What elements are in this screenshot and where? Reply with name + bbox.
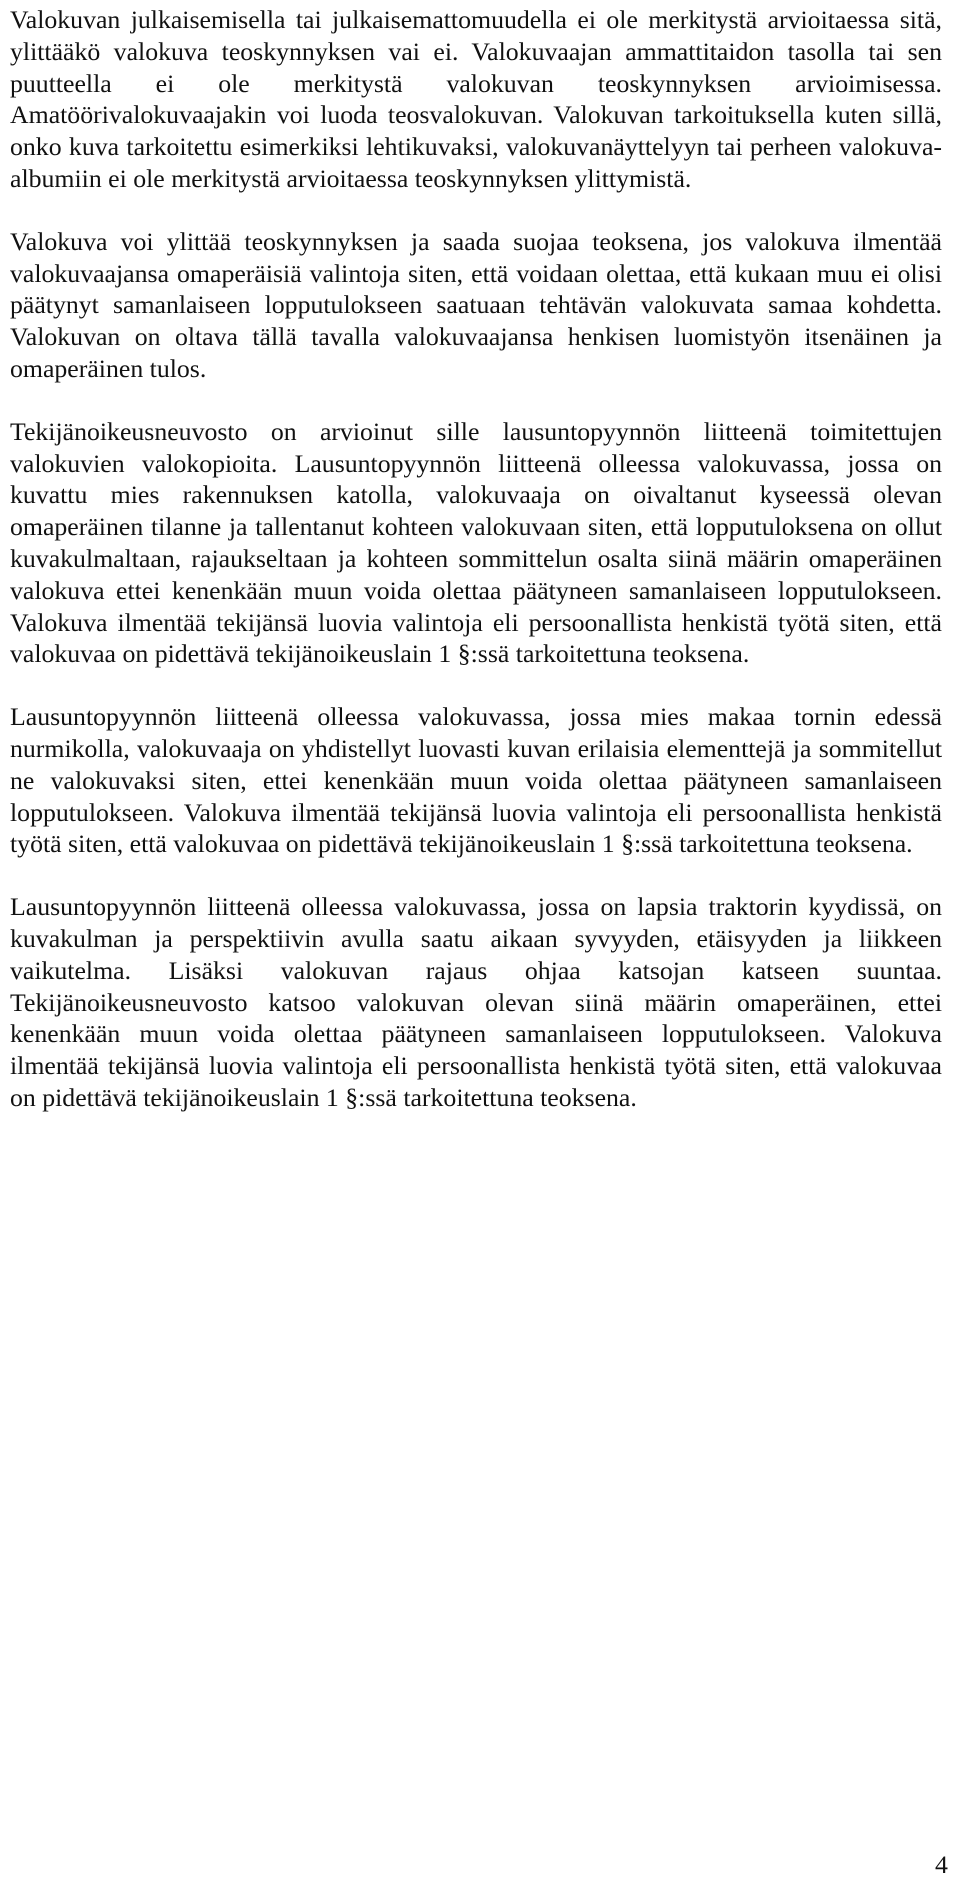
paragraph-3: Tekijänoikeusneuvosto on arvioinut sille lausuntopyynnön liitteenä toimitettujen valokuvien valokopioita. Lausuntopyynnön liitteenä olleessa valokuvassa, jossa on kuvattu mies rakennuksen katolla, valokuvaaja on oivaltanut kyseessä olevan omaperäinen tilanne ja tallentanut kohteen valokuvaan siten, että lopputuloksena on ollut kuvakulmaltaan, rajaukseltaan ja kohteen sommittelun osalta siinä määrin omaperäinen valokuva ettei kenenkään muun voida olettaa päätyneen samanlaiseen lopputulokseen. Valokuva ilmentää tekijänsä luovia valintoja eli persoonallista henkistä työtä siten, että valokuvaa on pidettävä tekijänoikeuslain 1 §:ssä tarkoitettuna teoksena. [10, 416, 942, 669]
document-body [10, 4, 942, 1145]
paragraph-5: Lausuntopyynnön liitteenä olleessa valokuvassa, jossa on lapsia traktorin kyydissä, on kuvakulman ja perspektiivin avulla saatu aikaan syvyyden, etäisyyden ja liikkeen vaikutelma. Lisäksi valokuvan rajaus ohjaa katsojan katseen suuntaa. Tekijänoikeusneuvosto katsoo valokuvan olevan siinä määrin omaperäinen, ettei kenenkään muun voida olettaa päätyneen samanlaiseen lopputulokseen. Valokuva ilmentää tekijänsä luovia valintoja eli persoonallista henkistä työtä siten, että valokuvaa on pidettävä tekijänoikeuslain 1 §:ssä tarkoitettuna teoksena. [10, 892, 942, 1112]
paragraph-4: Lausuntopyynnön liitteenä olleessa valokuvassa, jossa mies makaa tornin edessä nurmikolla, valokuvaaja on yhdistellyt luovasti kuvan erilaisia elementtejä ja sommitellut ne valokuvaksi siten, ettei kenenkään muun voida olettaa päätyneen samanlaiseen lopputulokseen. Valokuva ilmentää tekijänsä luovia valintoja eli persoonallista henkistä työtä siten, että valokuvaa on pidettävä tekijänoikeuslain 1 §:ssä tarkoitettuna teoksena. [10, 702, 942, 859]
paragraph-2: Valokuva voi ylittää teoskynnyksen ja saada suojaa teoksena, jos valokuva ilmentää valokuvaajansa omaperäisiä valintoja siten, että voidaan olettaa, että kukaan muu ei olisi päätynyt samanlaiseen lopputulokseen saatuaan tehtävän valokuvata samaa kohdetta. Valokuvan on oltava tällä tavalla valokuvaajansa henkisen luomistyön itsenäinen ja omaperäinen tulos. [10, 226, 942, 383]
paragraph-1: Valokuvan julkaisemisella tai julkaisemattomuudella ei ole merkitystä arvioitaessa sitä, ylittääkö valokuva teoskynnyksen vai ei. Valokuvaajan ammattitaidon tasolla tai sen puutteella ei ole merkitystä valokuvan teoskynnyksen arvioimisessa. Amatöörivalokuvaajakin voi luoda teosvalokuvan. Valokuvan tarkoituksella kuten sillä, onko kuva tarkoitettu esimerkiksi lehtikuvaksi, valokuvanäyttelyyn tai perheen valokuva-albumiin ei ole merkitystä arvioitaessa teoskynnyksen ylittymistä. [10, 5, 942, 193]
page-number: 4 [935, 1850, 948, 1879]
